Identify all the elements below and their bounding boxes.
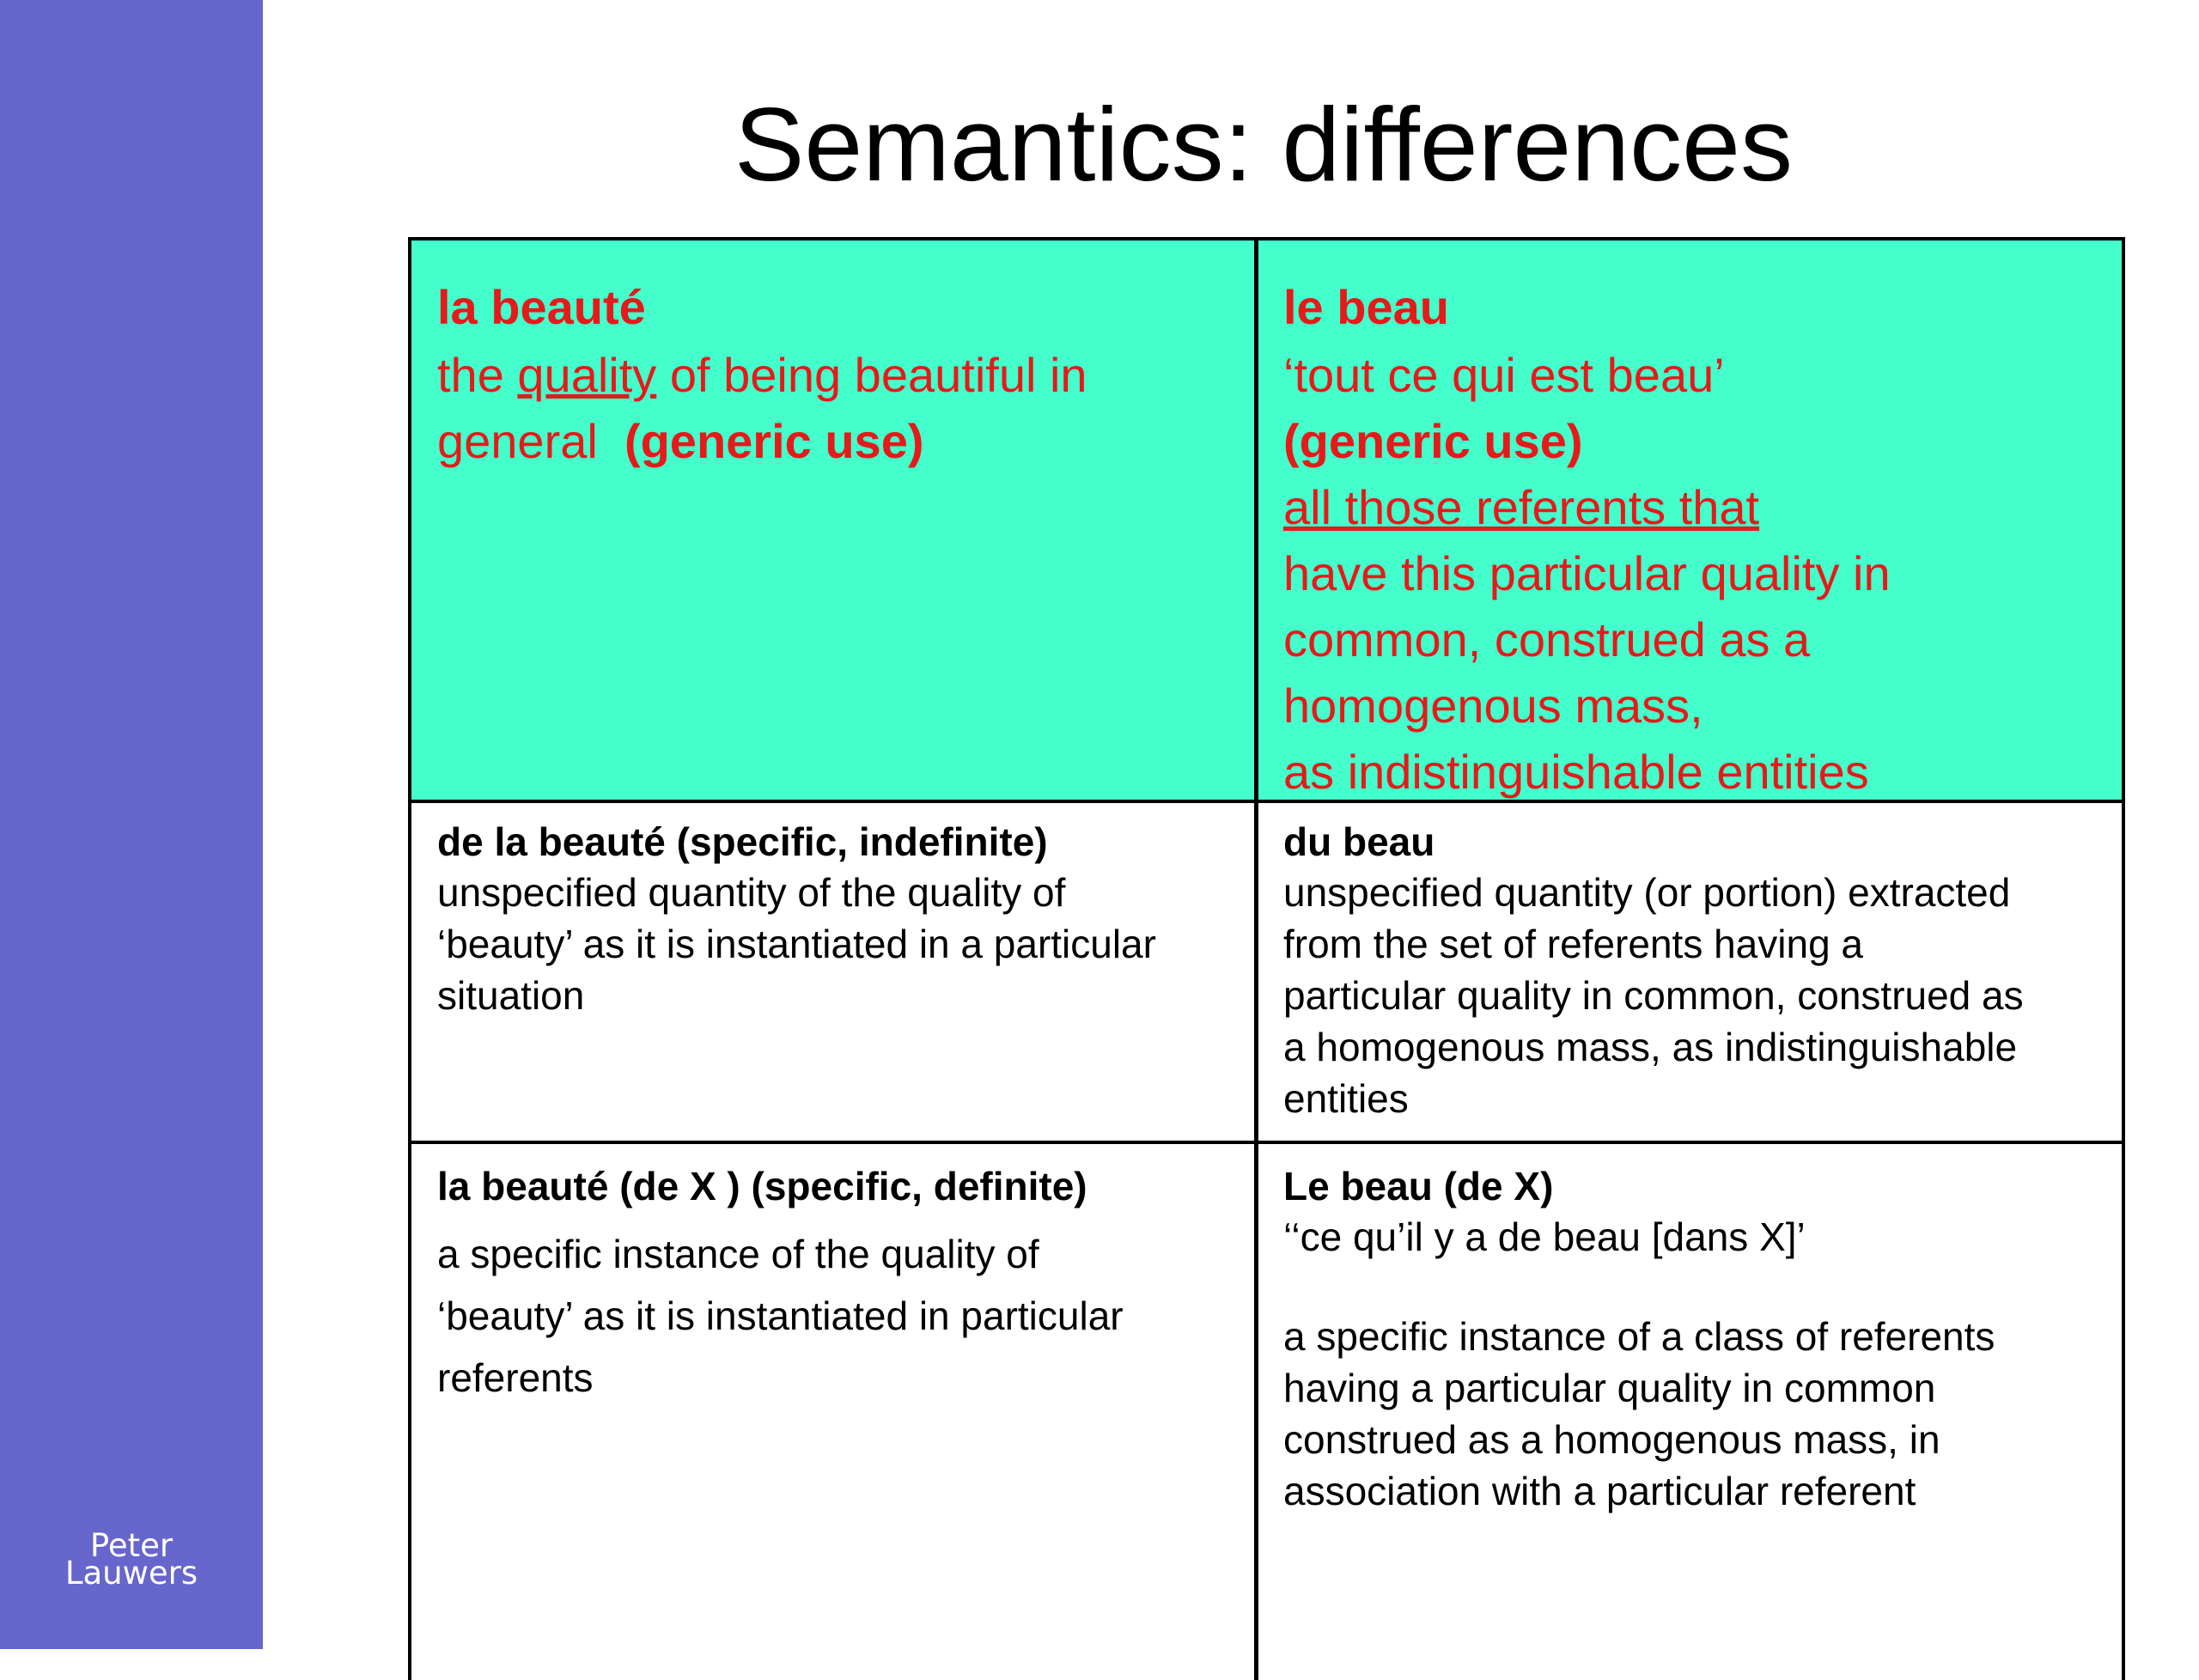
cell-la-beaute-de-x	[411, 1144, 1258, 1680]
quote-line: ‘‘ce qu’il y a de beau [dans X]’	[1283, 1214, 1806, 1259]
text-line: having a particular quality in common	[1283, 1366, 1936, 1410]
cell-la-beaute	[411, 240, 1258, 800]
cell-heading: du beau	[1283, 819, 1435, 864]
cell-text	[1283, 342, 2099, 805]
cell-text	[437, 867, 1235, 1021]
cell-text	[1283, 867, 2099, 1124]
text-line: unspecified quantity of the quality of	[437, 870, 1066, 915]
author-first-name: Peter	[89, 1527, 174, 1564]
cell-heading: le beau	[1283, 280, 1449, 334]
text-line: general (generic use)	[437, 414, 924, 468]
text-line: particular quality in common, construed as	[1283, 973, 2024, 1018]
table-border-right	[2122, 237, 2125, 1680]
text-line: construed as a homogenous mass, in	[1283, 1417, 1940, 1462]
text-line: homogenous mass,	[1283, 679, 1703, 733]
author-last-name: Lauwers	[64, 1555, 198, 1592]
spacer	[1283, 1263, 2099, 1311]
text-line: entities	[1283, 1076, 1409, 1121]
text-line: ‘beauty’ as it is instantiated in particular	[437, 1293, 1124, 1338]
text-line: from the set of referents having a	[1283, 922, 1864, 966]
cell-du-beau	[1258, 803, 2122, 1141]
cell-heading: de la beauté (specific, indefinite)	[437, 819, 1048, 864]
cell-heading: Le beau (de X)	[1283, 1164, 1554, 1208]
sidebar	[0, 0, 263, 1649]
underlined-term: all those referents that	[1283, 480, 1760, 534]
slide-title: Semantics: differences	[734, 86, 1793, 203]
cell-le-beau-de-x	[1258, 1144, 2122, 1680]
text-line: a specific instance of a class of referents	[1283, 1314, 1995, 1359]
cell-text	[437, 1223, 1235, 1409]
cell-heading: la beauté	[437, 280, 646, 334]
text-line: a specific instance of the quality of	[437, 1232, 1039, 1276]
table-border-left	[408, 237, 411, 1680]
text-line: common, construed as a	[1283, 612, 1811, 667]
comparison-table	[408, 237, 2125, 1680]
cell-text	[1283, 1211, 2099, 1517]
cell-le-beau	[1258, 240, 2122, 800]
cell-de-la-beaute	[411, 803, 1258, 1141]
text-line: association with a particular referent	[1283, 1469, 1916, 1513]
table-column-divider	[1254, 237, 1258, 1680]
text-line: as indistinguishable entities	[1283, 745, 1869, 799]
quote-line: ‘tout ce qui est beau’	[1283, 348, 1725, 402]
table-row-divider	[408, 800, 2125, 803]
text-line: referents	[437, 1355, 594, 1400]
text-line: unspecified quantity (or portion) extracted	[1283, 870, 2011, 915]
text-line: situation	[437, 973, 585, 1018]
generic-use-label: (generic use)	[624, 414, 924, 468]
author-name	[0, 1527, 263, 1592]
text-line: a homogenous mass, as indistinguishable	[1283, 1025, 2018, 1069]
text-line: ‘beauty’ as it is instantiated in a particular	[437, 922, 1156, 966]
cell-text	[437, 342, 1235, 474]
generic-use-label: (generic use)	[1283, 414, 1583, 468]
table-border-top	[408, 237, 2125, 240]
underlined-term: quality	[517, 348, 657, 402]
cell-heading: la beauté (de X ) (specific, definite)	[437, 1164, 1087, 1208]
text-line: the quality of being beautiful in	[437, 348, 1087, 402]
table-row-divider	[408, 1141, 2125, 1144]
text-line: have this particular quality in	[1283, 546, 1891, 600]
